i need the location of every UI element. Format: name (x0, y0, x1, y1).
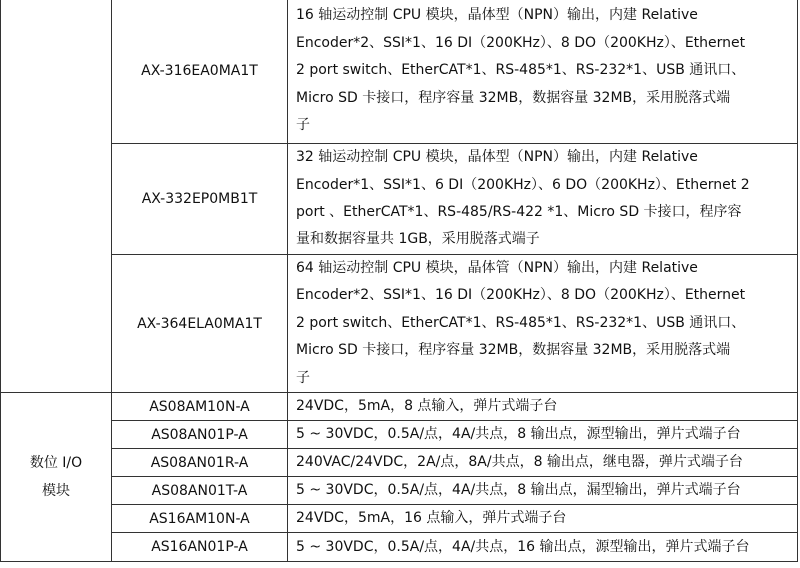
description-line: Micro SD 卡接口，程序容量 32MB，数据容量 32MB，采用脱落式端 (296, 342, 731, 359)
model-cell: AS08AN01T-A (112, 477, 288, 505)
table-row (1, 144, 798, 255)
description-line: 16 轴运动控制 CPU 模块，晶体型（NPN）输出，内建 Relative (296, 7, 698, 24)
description-line: Encoder*1、SSI*1、6 DI（200KHz）、6 DO（200KHz）、Ethernet 2 (296, 176, 750, 193)
description-line: 量和数据容量共 1GB，采用脱落式端子 (296, 231, 540, 248)
description-line: 子 (296, 369, 310, 386)
category-label: 数位 I/O (29, 455, 83, 472)
description-line: 2 port switch、EtherCAT*1、RS-485*1、RS-232*1、USB 通讯口、 (296, 314, 746, 331)
table-row (1, 393, 798, 421)
description-line: 32 轴运动控制 CPU 模块，晶体型（NPN）输出，内建 Relative (296, 149, 698, 166)
io-category-cell (1, 393, 112, 562)
description-cell: 5 ~ 30VDC，0.5A/点，4A/共点，8 输出点，漏型输出，弹片式端子台 (288, 477, 798, 505)
description-cell (288, 0, 798, 144)
table-row (1, 421, 798, 449)
description-line: Encoder*2、SSI*1、16 DI（200KHz）、8 DO（200KHz）、Ethernet (296, 34, 746, 51)
table-row (1, 505, 798, 533)
description-cell: 240VAC/24VDC，2A/点，8A/共点，8 输出点，继电器，弹片式端子台 (288, 449, 798, 477)
description-cell (288, 255, 798, 393)
description-line: 2 port switch、EtherCAT*1、RS-485*1、RS-232*1、USB 通讯口、 (296, 62, 746, 79)
description-line: 子 (296, 117, 310, 134)
description-cell (288, 144, 798, 255)
model-cell: AS16AM10N-A (112, 505, 288, 533)
description-cell: 24VDC，5mA，8 点输入，弹片式端子台 (288, 393, 798, 421)
table-row (1, 533, 798, 562)
description-line: Encoder*2、SSI*1、16 DI（200KHz）、8 DO（200KHz）、Ethernet (296, 287, 746, 304)
model-cell: AS08AN01R-A (112, 449, 288, 477)
table-row (1, 449, 798, 477)
table-row (1, 255, 798, 393)
description-line: port 、EtherCAT*1、RS-485/RS-422 *1、Micro SD 卡接口，程序容 (296, 204, 742, 220)
description-cell: 5 ~ 30VDC，0.5A/点，4A/共点，8 输出点，源型输出，弹片式端子台 (288, 421, 798, 449)
description-cell: 5 ~ 30VDC，0.5A/点，4A/共点，16 输出点，源型输出，弹片式端子台 (288, 533, 798, 562)
model-cell: AX-364ELA0MA1T (112, 255, 288, 393)
model-cell: AS16AN01P-A (112, 533, 288, 562)
description-line: 64 轴运动控制 CPU 模块，晶体管（NPN）输出，内建 Relative (296, 260, 698, 276)
model-cell: AS08AN01P-A (112, 421, 288, 449)
model-cell: AX-332EP0MB1T (112, 144, 288, 255)
description-cell: 24VDC，5mA，16 点输入，弹片式端子台 (288, 505, 798, 533)
model-cell: AX-316EA0MA1T (112, 0, 288, 144)
table-row (1, 477, 798, 505)
cpu-category-cell (1, 0, 112, 393)
table-row (1, 0, 798, 144)
description-line: Micro SD 卡接口，程序容量 32MB，数据容量 32MB，采用脱落式端 (296, 89, 731, 106)
model-cell: AS08AM10N-A (112, 393, 288, 421)
category-label: 模块 (42, 483, 70, 500)
